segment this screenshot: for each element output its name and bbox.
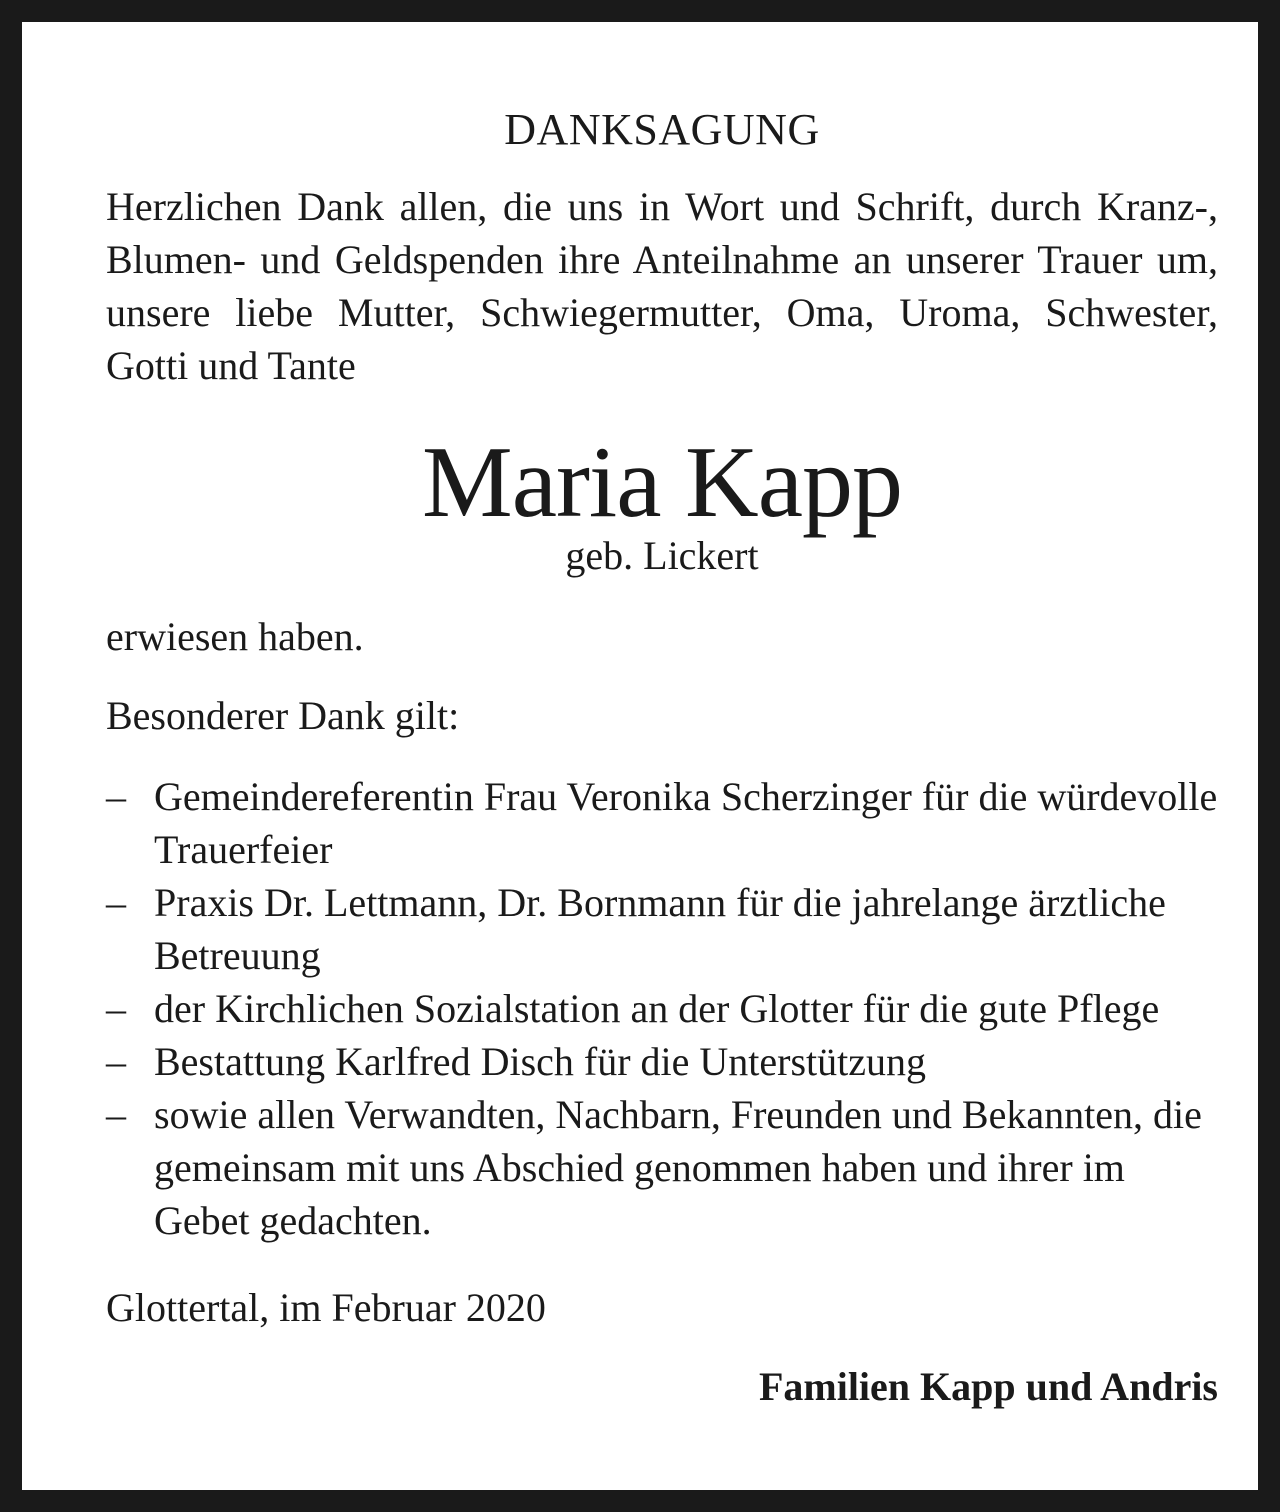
list-item [106, 770, 1218, 876]
thanks-item-text: Bestattung Karlfred Disch für die Unterstützung [154, 1039, 927, 1084]
maiden-name: geb. Lickert [565, 533, 759, 578]
special-thanks-label: Besonderer Dank gilt: [106, 693, 460, 738]
deceased-name: Maria Kapp [422, 426, 902, 539]
intro-paragraph: Herzlichen Dank allen, die uns in Wort und Schrift, durch Kranz-, Blumen- und Geldspenden ihre Anteilnahme an unserer Trauer um, unsere liebe Mutter, Schwiegermutter, Oma, Uroma, Schwester, Gotti und Tante [106, 184, 1218, 388]
thanks-item-text: Praxis Dr. Lettmann, Dr. Bornmann für die jahrelange ärztliche Betreuung [154, 880, 1166, 978]
thanks-list [106, 770, 1218, 1247]
list-item [106, 1035, 1218, 1088]
place-date: Glottertal, im Februar 2020 [106, 1285, 546, 1330]
after-name-text: erwiesen haben. [106, 614, 364, 659]
list-item [106, 876, 1218, 982]
notice-heading: DANKSAGUNG [504, 105, 820, 154]
family-signature: Familien Kapp und Andris [758, 1364, 1218, 1409]
thanks-item-text: der Kirchlichen Sozialstation an der Glotter für die gute Pflege [154, 986, 1160, 1031]
dash-bullet: – [106, 986, 126, 1031]
notice-content [106, 92, 1218, 1413]
dash-bullet: – [106, 880, 126, 925]
list-item [106, 1088, 1218, 1247]
dash-bullet: – [106, 1039, 126, 1084]
dash-bullet: – [106, 1092, 126, 1137]
dash-bullet: – [106, 774, 126, 819]
list-item [106, 982, 1218, 1035]
thanks-item-text: Gemeindereferentin Frau Veronika Scherzinger für die würdevolle Trauerfeier [154, 774, 1218, 872]
thanks-item-text: sowie allen Verwandten, Nachbarn, Freunden und Bekannten, die gemeinsam mit uns Abschied genommen haben und ihrer im Gebet gedachten. [154, 1092, 1202, 1243]
